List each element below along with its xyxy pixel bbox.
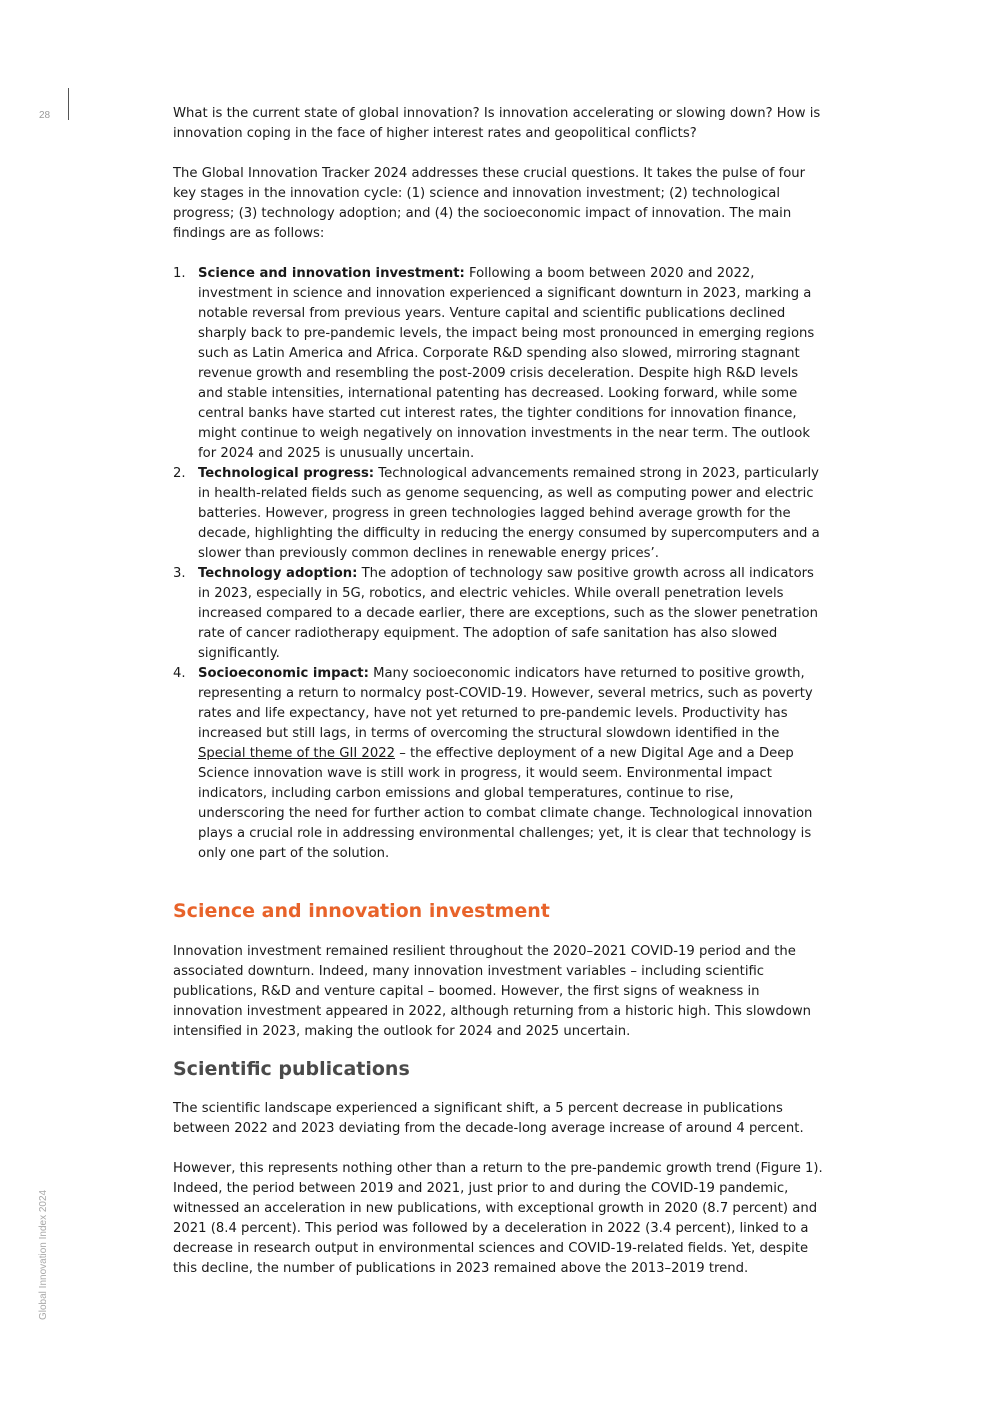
finding-text: Following a boom between 2020 and 2022, investment in science and innovation experienced a significant downturn in 2023, marking a notable reversal from previous years. Venture capital and scientific publications declined sharply back to pre-pandemic levels, the impact being most pronounced in emerging regions such as Latin America and Africa. Corporate R&D spending also slowed, mirroring stagnant revenue growth and resembling the post-2009 crisis deceleration. Despite high R&D levels and stable intensities, international patenting has decreased. Looking forward, while some central banks have started cut interest rates, the tighter conditions for innovation finance, might continue to weigh negatively on innovation investments in the near term. The outlook for 2024 and 2025 is unusually uncertain. [198, 266, 815, 461]
finding-number: 4. [173, 666, 186, 681]
finding-text: Many socioeconomic indicators have returned to positive growth, representing a return to normalcy post-COVID-19. However, several metrics, such as poverty rates and life expectancy, have not yet returned to pre-pandemic levels. Productivity has increased but still lags, in terms of overcoming the structural slowdown identified in the [198, 666, 813, 741]
finding-number: 2. [173, 466, 186, 481]
margin-rule [68, 88, 69, 120]
finding-item [173, 564, 823, 664]
finding-title: Science and innovation investment: [198, 266, 465, 281]
finding-title: Socioeconomic impact: [198, 666, 369, 681]
finding-number: 3. [173, 566, 186, 581]
finding-title: Technological progress: [198, 466, 375, 481]
section-heading: Science and innovation investment [173, 900, 550, 922]
finding-item [173, 664, 823, 864]
subsection-paragraph-1: The scientific landscape experienced a significant shift, a 5 percent decrease in publications between 2022 and 2023 deviating from the decade-long average increase of around 4 percent. [173, 1101, 804, 1136]
finding-title: Technology adoption: [198, 566, 358, 581]
main-content [173, 104, 823, 1279]
finding-text: Technological advancements remained strong in 2023, particularly in health-related fields such as genome sequencing, as well as computing power and electric batteries. However, progress in green technologies lagged behind average growth for the decade, highlighting the difficulty in reducing the energy consumed by supercomputers and a slower than previously common declines in renewable energy prices’. [198, 466, 820, 561]
running-footer-label: Global Innovation Index 2024 [38, 1189, 49, 1320]
subsection-heading: Scientific publications [173, 1058, 410, 1080]
section-paragraph: Innovation investment remained resilient throughout the 2020–2021 COVID-19 period and the associated downturn. Indeed, many innovation investment variables – including scientific publications, R&D and venture capital – boomed. However, the first signs of weakness in innovation investment appeared in 2022, although returning from a historic high. This slowdown intensified in 2023, making the outlook for 2024 and 2025 uncertain. [173, 944, 812, 1039]
page-number: 28 [39, 110, 51, 121]
finding-item [173, 464, 823, 564]
finding-item [173, 264, 823, 464]
subsection-paragraph-2: However, this represents nothing other than a return to the pre-pandemic growth trend (Figure 1). Indeed, the period between 2019 and 2021, just prior to and during the COVID-19 pandemic, witnessed an acceleration in new publications, with exceptional growth in 2020 (8.7 percent) and 2021 (8.4 percent). This period was followed by a deceleration in 2022 (3.4 percent), linked to a decrease in research output in environmental sciences and COVID-19-related fields. Yet, despite this decline, the number of publications in 2023 remained above the 2013–2019 trend. [173, 1161, 823, 1276]
finding-number: 1. [173, 266, 186, 281]
finding-text-continued: – the effective deployment of a new Digital Age and a Deep Science innovation wave is still work in progress, it would seem. Environmental impact indicators, including carbon emissions and global temperatures, continue to rise, underscoring the need for further action to combat climate change. Technological innovation plays a crucial role in addressing environmental challenges; yet, it is clear that technology is only one part of the solution. [198, 746, 813, 861]
findings-list [173, 264, 823, 864]
finding-text: The adoption of technology saw positive growth across all indicators in 2023, especially in 5G, robotics, and electric vehicles. While overall penetration levels increased compared to a decade earlier, there are exceptions, such as the slower penetration rate of cancer radiotherapy equipment. The adoption of safe sanitation has also slowed significantly. [198, 566, 818, 661]
special-theme-link[interactable]: Special theme of the GII 2022 [198, 746, 395, 761]
intro-paragraph-2: The Global Innovation Tracker 2024 addresses these crucial questions. It takes the pulse of four key stages in the innovation cycle: (1) science and innovation investment; (2) technological progress; (3) technology adoption; and (4) the socioeconomic impact of innovation. The main findings are as follows: [173, 166, 806, 241]
intro-paragraph-1: What is the current state of global innovation? Is innovation accelerating or slowing down? How is innovation coping in the face of higher interest rates and geopolitical conflicts? [173, 106, 821, 141]
